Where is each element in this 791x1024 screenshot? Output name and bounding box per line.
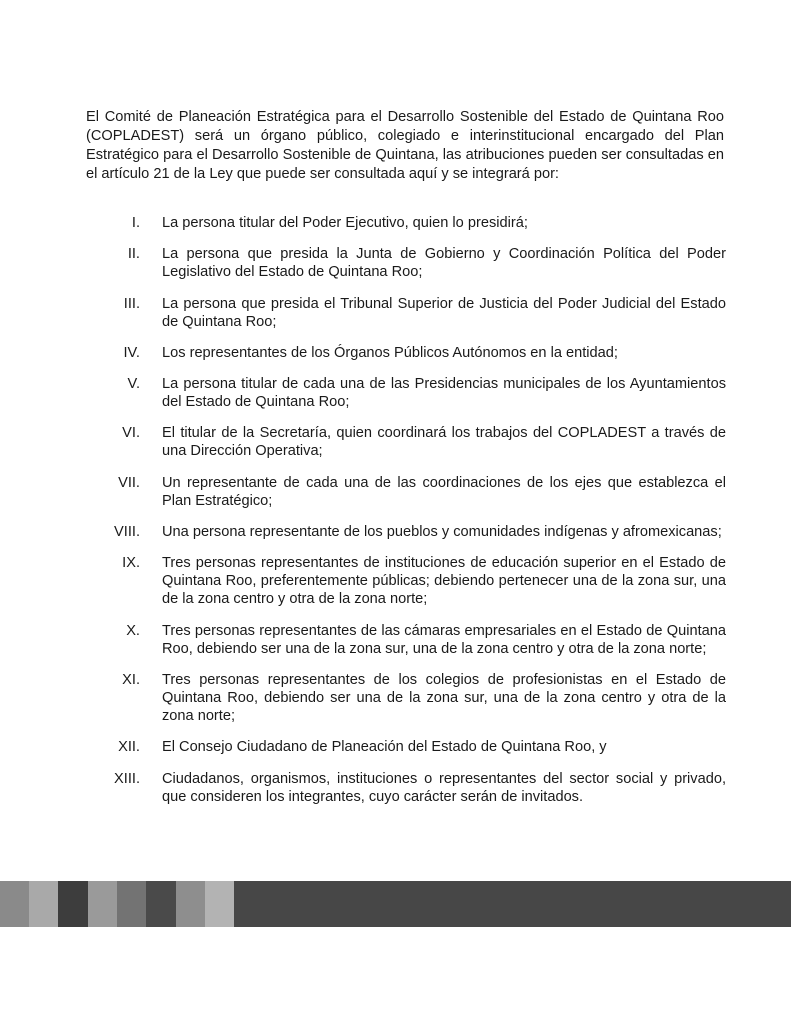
list-item <box>86 424 726 460</box>
list-numeral: III. <box>123 295 140 312</box>
list-item-text: El titular de la Secretaría, quien coordinará los trabajos del COPLADEST a través de una Dirección Operativa; <box>162 425 726 460</box>
list-numeral: IX. <box>122 555 140 572</box>
list-item-text: Ciudadanos, organismos, instituciones o representantes del sector social y privado, que consideren los integrantes, cuyo carácter serán de invitados. <box>162 770 726 805</box>
list-item-text: Un representante de cada una de las coordinaciones de los ejes que establezca el Plan Estratégico; <box>162 474 726 509</box>
list-item-text: Una persona representante de los pueblos y comunidades indígenas y afromexicanas; <box>162 524 722 541</box>
list-numeral: I. <box>131 215 140 231</box>
list-item <box>86 671 726 725</box>
list-item <box>86 622 726 658</box>
footer-segment <box>205 881 234 927</box>
list-item-text: La persona titular de cada una de las Presidencias municipales de los Ayuntamientos del Estado de Quintana Roo; <box>162 376 726 411</box>
list-item-text: Tres personas representantes de los colegios de profesionistas en el Estado de Quintana Roo, debiendo ser una de la zona sur, una de la zona centro y otra de la zona norte; <box>162 671 726 724</box>
list-numeral: VIII. <box>114 524 140 541</box>
list-item <box>86 295 726 331</box>
list-item <box>86 770 726 806</box>
member-list <box>86 214 726 819</box>
footer-segment <box>88 881 117 927</box>
list-item <box>86 523 726 541</box>
list-item <box>86 554 726 608</box>
list-item-text: La persona titular del Poder Ejecutivo, quien lo presidirá; <box>162 215 528 231</box>
footer-segment <box>58 881 88 927</box>
list-item-text: Tres personas representantes de instituciones de educación superior en el Estado de Quintana Roo, preferentemente públicas; debiendo pertenecer una de la zona sur, una de la zona centro y otra de la zona norte; <box>162 555 726 608</box>
list-item-text: Los representantes de los Órganos Públicos Autónomos en la entidad; <box>162 344 618 361</box>
footer-segment <box>234 881 791 927</box>
list-item <box>86 474 726 510</box>
footer-segment <box>176 881 205 927</box>
list-numeral: II. <box>127 246 140 263</box>
list-numeral: X. <box>126 622 140 639</box>
list-item <box>86 214 726 232</box>
footer-segment <box>117 881 146 927</box>
list-numeral: VII. <box>118 474 140 491</box>
list-numeral: XII. <box>118 739 140 756</box>
footer-color-bar <box>0 881 791 927</box>
list-numeral: V. <box>127 376 140 393</box>
list-item-text: La persona que presida la Junta de Gobierno y Coordinación Política del Poder Legislativo del Estado de Quintana Roo; <box>162 246 726 281</box>
list-item <box>86 344 726 362</box>
footer-segment <box>0 881 29 927</box>
list-item <box>86 375 726 411</box>
list-item-text: El Consejo Ciudadano de Planeación del Estado de Quintana Roo, y <box>162 739 607 756</box>
intro-paragraph: El Comité de Planeación Estratégica para el Desarrollo Sostenible del Estado de Quintana Roo (COPLADEST) será un órgano público, colegiado e interinstitucional encargado del Plan Estratégico para el Desarrollo Sostenible de Quintana, las atribuciones pueden ser consultadas en el artículo 21 de la Ley que puede ser consultada aquí y se integrará por: <box>86 109 724 182</box>
list-item-text: Tres personas representantes de las cámaras empresariales en el Estado de Quintana Roo, debiendo ser una de la zona sur, una de la zona centro y otra de la zona norte; <box>162 622 726 657</box>
list-numeral: VI. <box>122 425 140 442</box>
list-numeral: IV. <box>123 344 140 361</box>
list-numeral: XIII. <box>114 770 140 787</box>
list-item <box>86 738 726 756</box>
list-item <box>86 245 726 281</box>
list-numeral: XI. <box>122 671 140 688</box>
footer-segment <box>29 881 58 927</box>
list-item-text: La persona que presida el Tribunal Superior de Justicia del Poder Judicial del Estado de Quintana Roo; <box>162 295 726 330</box>
footer-segment <box>146 881 176 927</box>
